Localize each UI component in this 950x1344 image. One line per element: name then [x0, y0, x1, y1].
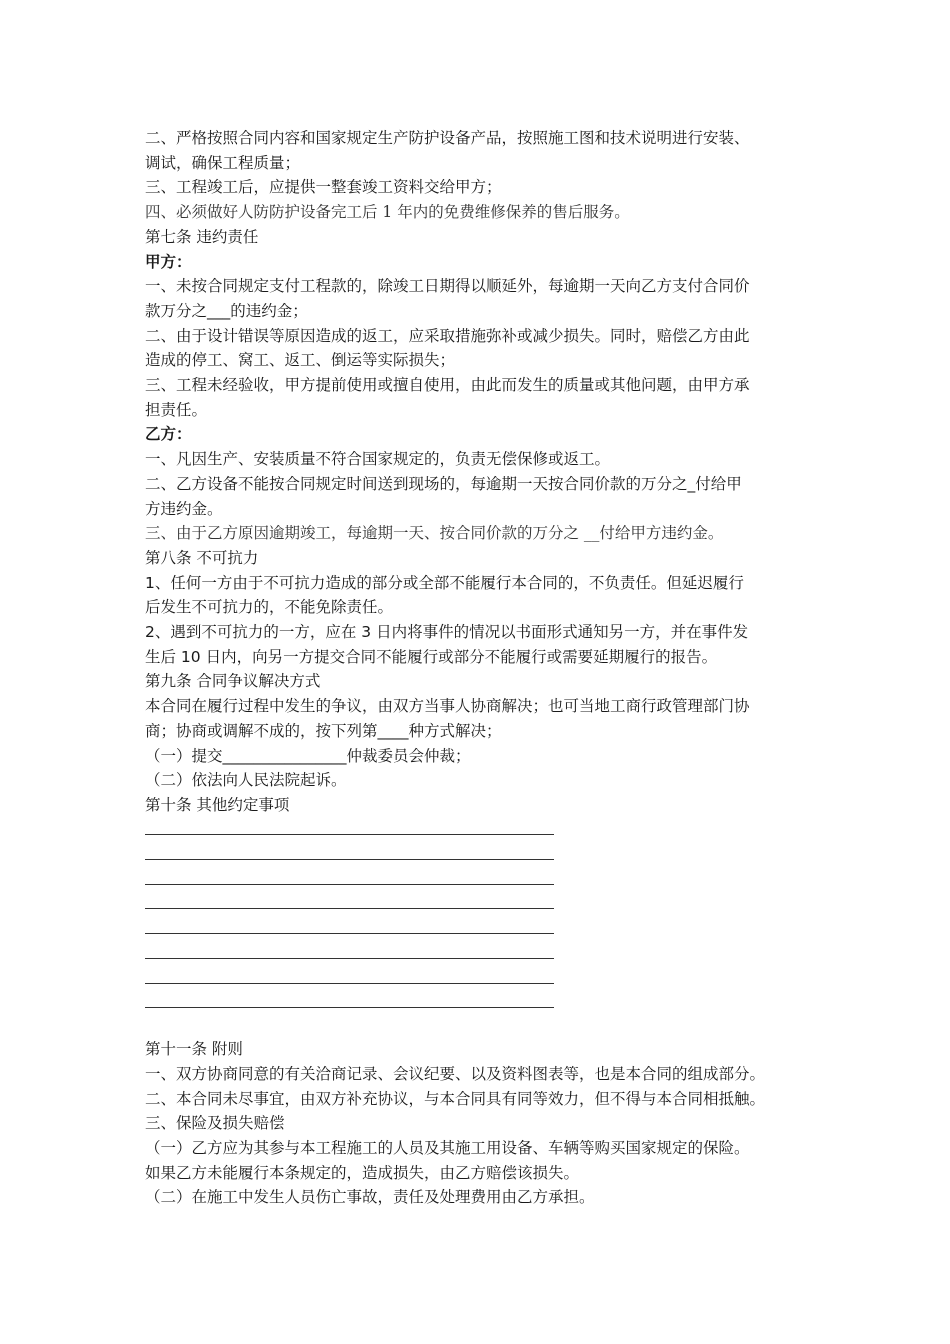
text-line: 一、未按合同规定支付工程款的，除竣工日期得以顺延外，每逾期一天向乙方支付合同价	[145, 277, 750, 296]
text-line: 商；协商或调解不成的，按下列第____种方式解决；	[145, 721, 502, 740]
blank-fill-line	[145, 966, 554, 991]
text-line: 造成的停工、窝工、返工、倒运等实际损失；	[145, 351, 456, 370]
text-line: 一、凡因生产、安装质量不符合国家规定的，负责无偿保修或返工。	[145, 450, 611, 469]
text-line: （一）提交________________仲裁委员会仲裁；	[145, 746, 471, 765]
text-line: 四、必须做好人防防护设备完工后 1 年内的免费维修保养的售后服务。	[145, 203, 630, 222]
text-line: 2、遇到不可抗力的一方，应在 3 日内将事件的情况以书面形式通知另一方，并在事件发	[145, 623, 749, 642]
blank-fill-line	[145, 991, 554, 1016]
blank-fill-line	[145, 941, 554, 966]
text-line: 1、任何一方由于不可抗力造成的部分或全部不能履行本合同的，不负责任。但延迟履行	[145, 573, 744, 592]
spacer	[145, 1015, 820, 1037]
party-a-label: 甲方：	[145, 252, 192, 271]
text-line: （二）依法向人民法院起诉。	[145, 771, 347, 790]
document-body	[145, 126, 820, 1210]
text-line: 方违约金。	[145, 499, 223, 518]
text-line: 调试，确保工程质量；	[145, 153, 301, 172]
blank-fill-line	[145, 842, 554, 867]
blank-fill-line	[145, 916, 554, 941]
text-line: 担责任。	[145, 400, 208, 419]
text-line: 二、本合同未尽事宜，由双方补充协议，与本合同具有同等效力，但不得与本合同相抵触。	[145, 1089, 766, 1108]
article-10-heading: 第十条 其他约定事项	[145, 795, 290, 814]
text-line: 后发生不可抗力的，不能免除责任。	[145, 598, 394, 617]
text-line: （二）在施工中发生人员伤亡事故，责任及处理费用由乙方承担。	[145, 1188, 595, 1207]
text-line: 一、双方协商同意的有关洽商记录、会议纪要、以及资料图表等，也是本合同的组成部分。	[145, 1064, 766, 1083]
text-line: （一）乙方应为其参与本工程施工的人员及其施工用设备、车辆等购买国家规定的保险。	[145, 1139, 750, 1157]
text-line: 款万分之___的违约金；	[145, 301, 308, 320]
blank-fill-line	[145, 818, 554, 843]
text-line: 三、工程竣工后，应提供一整套竣工资料交给甲方；	[145, 178, 502, 197]
text-line: 三、保险及损失赔偿	[145, 1114, 285, 1133]
text-line: 生后 10 日内，向另一方提交合同不能履行或部分不能履行或需要延期履行的报告。	[145, 647, 718, 666]
text-line: 二、由于设计错误等原因造成的返工，应采取措施弥补或减少损失。同时，赔偿乙方由此	[145, 326, 750, 345]
article-7-heading: 第七条 违约责任	[145, 227, 259, 246]
text-line: 三、工程未经验收，甲方提前使用或擅自使用，由此而发生的质量或其他问题，由甲方承	[145, 376, 750, 395]
article-9-heading: 第九条 合同争议解决方式	[145, 672, 321, 691]
text-line: 三、由于乙方原因逾期竣工，每逾期一天、按合同价款的万分之 __付给甲方违约金。	[145, 524, 724, 543]
blank-fill-line	[145, 892, 554, 917]
text-line: 二、乙方设备不能按合同规定时间送到现场的，每逾期一天按合同价款的万分之_付给甲	[145, 474, 742, 493]
article-11-heading: 第十一条 附则	[145, 1040, 243, 1059]
blank-fill-line	[145, 867, 554, 892]
text-line: 如果乙方未能履行本条规定的，造成损失，由乙方赔偿该损失。	[145, 1163, 580, 1182]
text-line: 本合同在履行过程中发生的争议，由双方当事人协商解决；也可当地工商行政管理部门协	[145, 697, 750, 716]
article-8-heading: 第八条 不可抗力	[145, 548, 259, 567]
party-b-label: 乙方：	[145, 425, 192, 444]
text-line: 二、严格按照合同内容和国家规定生产防护设备产品，按照施工图和技术说明进行安装、	[145, 129, 750, 147]
